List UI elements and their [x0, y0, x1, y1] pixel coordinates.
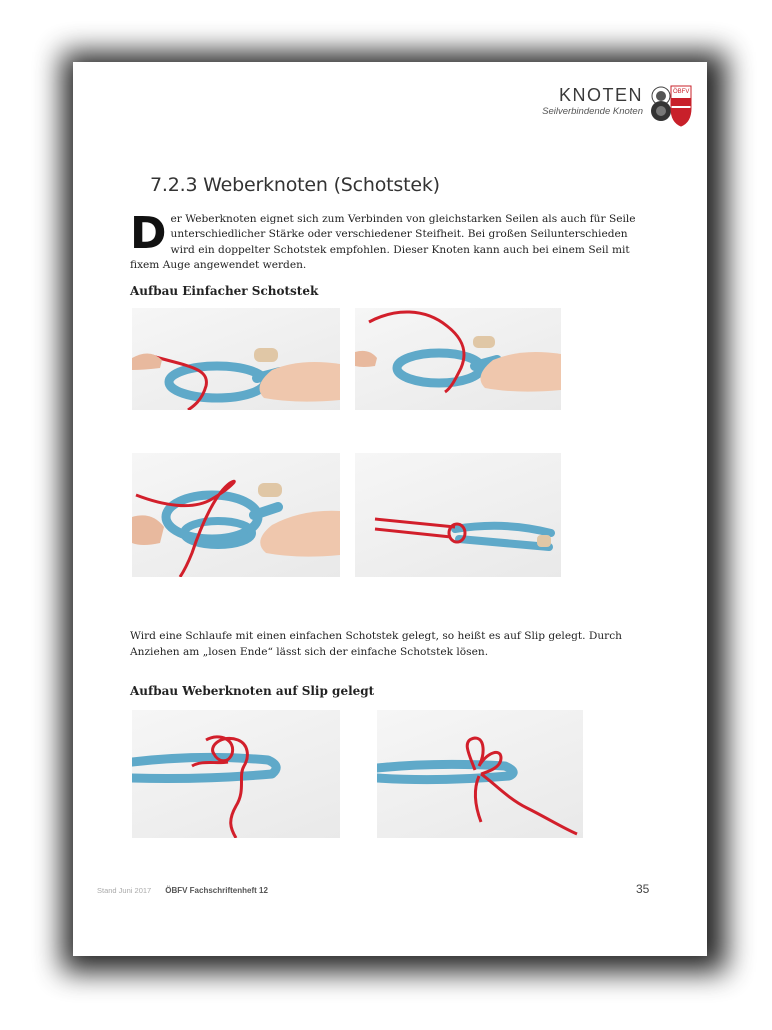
knot-photo-1: [132, 308, 340, 410]
page-footer: [97, 886, 268, 895]
footer-date: Stand Juni 2017: [97, 886, 152, 895]
knot-photo-2: [355, 308, 561, 410]
page-header: [542, 78, 693, 128]
knot-photo-6: [377, 710, 583, 838]
section-heading-einfacher-schotstek: Aufbau Einfacher Schotstek: [130, 284, 319, 298]
dropcap: D: [130, 208, 167, 259]
logo-text: ÖBFV: [673, 89, 690, 95]
knot-photo-3: [132, 453, 340, 577]
chapter-title: 7.2.3 Weberknoten (Schotstek): [150, 174, 440, 196]
header-subtitle: Seilverbindende Knoten: [542, 106, 643, 117]
intro-text: er Weberknoten eignet sich zum Verbinden von gleichstarken Seilen als auch für Seile unterschiedlicher Stärke oder verschiedener Steifheit. Bei großen Seilunterschieden wird ein doppelter Schotstek empfohlen. Dieser Knoten kann auch bei einem Seil mit fixem Auge angewendet werden.: [130, 213, 636, 272]
knot-photo-5: [132, 710, 340, 838]
slip-paragraph: Wird eine Schlaufe mit einen einfachen Schotstek gelegt, so heißt es auf Slip gelegt. Durch Anziehen am „losen Ende“ lässt sich der einfache Schotstek lösen.: [130, 630, 622, 658]
footer-publication: ÖBFV Fachschriftenheft 12: [165, 886, 268, 895]
document-page: [73, 62, 707, 956]
header-text: [542, 78, 643, 117]
page-number: 35: [636, 882, 650, 896]
intro-paragraph: [130, 208, 652, 274]
header-title: KNOTEN: [558, 85, 643, 105]
section-heading-weberknoten-slip: Aufbau Weberknoten auf Slip gelegt: [130, 684, 375, 698]
oebfv-logo: [649, 78, 693, 128]
knot-photo-4: [355, 453, 561, 577]
